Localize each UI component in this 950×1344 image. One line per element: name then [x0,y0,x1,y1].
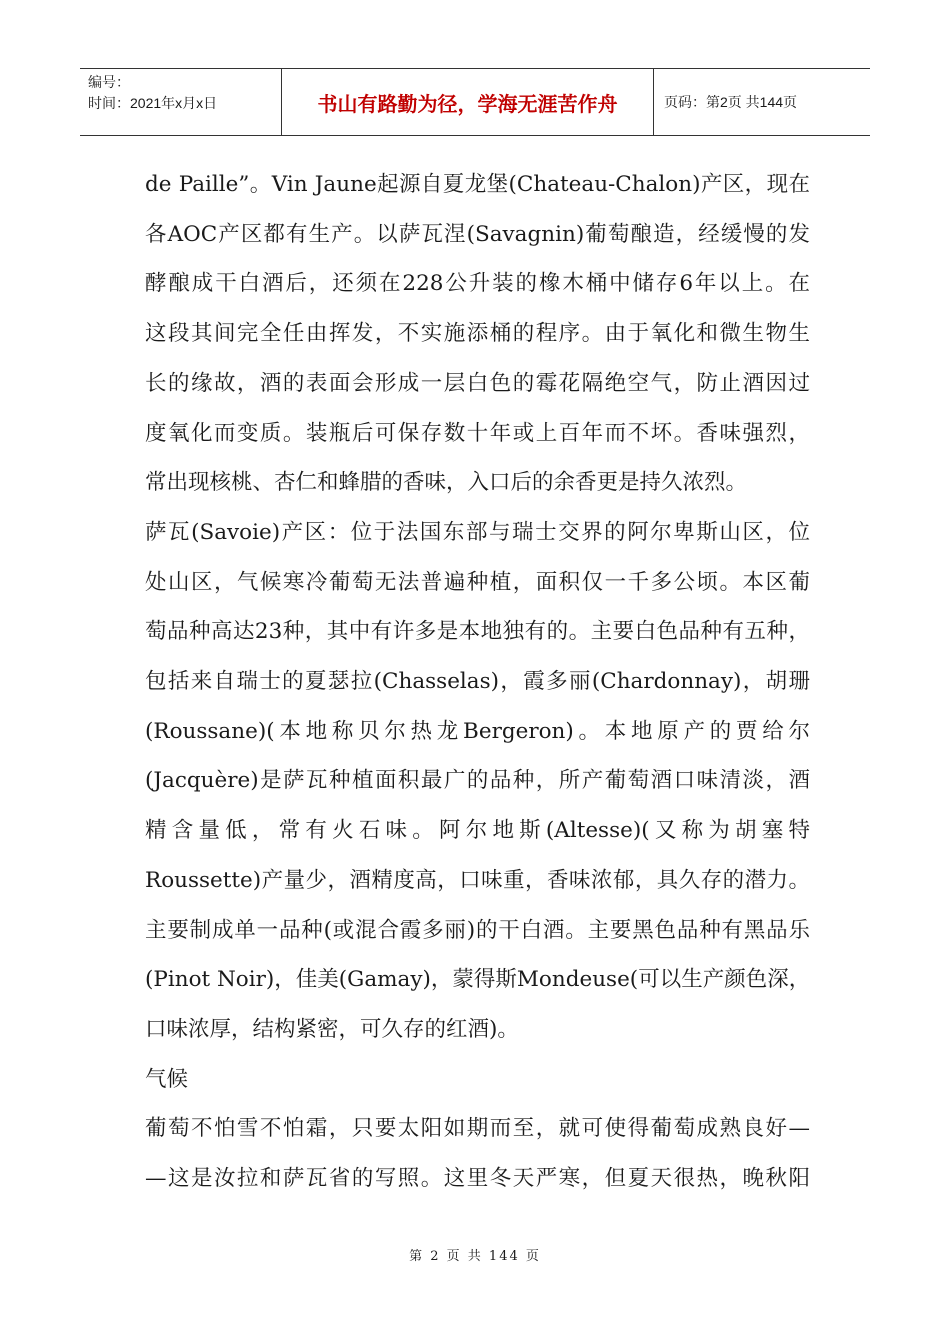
body-line: 精含量低，常有火石味。阿尔地斯(Altesse)(又称为胡塞特 [145,818,810,844]
header-motto: 书山有路勤为径，学海无涯苦作舟 [282,69,654,135]
body-line: 长的缘故，酒的表面会形成一层白色的霉花隔绝空气，防止酒因过 [145,370,810,396]
document-id-label: 编号： [88,74,130,90]
body-line: (Jacquère)是萨瓦种植面积最广的品种，所产葡萄酒口味清淡，酒 [145,768,810,794]
section-heading-climate: 气候 [145,1066,189,1092]
body-line: 度氧化而变质。装瓶后可保存数十年或上百年而不坏。香味强烈， [145,420,810,446]
header-page-info: 页码：第2页 共144页 [664,94,798,110]
body-line: —这是汝拉和萨瓦省的写照。这里冬天严寒，但夏天很热，晚秋阳 [145,1166,810,1192]
body-line: 常出现核桃、杏仁和蜂腊的香味，入口后的余香更是持久浓烈。 [145,470,748,496]
page-header [80,68,870,136]
body-line: 萨瓦(Savoie)产区：位于法国东部与瑞士交界的阿尔卑斯山区，位 [145,519,810,545]
body-line: 萄品种高达23种，其中有许多是本地独有的。主要白色品种有五种， [145,619,810,645]
body-line: 处山区，气候寒冷葡萄无法普遍种植，面积仅一千多公顷。本区葡 [145,569,810,595]
body-line: 这段其间完全任由挥发，不实施添桶的程序。由于氧化和微生物生 [145,321,810,347]
body-line: 各AOC产区都有生产。以萨瓦涅(Savagnin)葡萄酿造，经缓慢的发 [145,221,810,247]
body-line: (Roussane)(本地称贝尔热龙Bergeron)。本地原产的贾给尔 [145,718,810,744]
body-line: de Paille”。Vin Jaune起源自夏龙堡(Chateau-Chalon)产区，现在 [145,172,810,197]
document-body [145,160,810,1204]
body-line: 包括来自瑞士的夏瑟拉(Chasselas)，霞多丽(Chardonnay)，胡珊 [145,669,810,695]
header-meta [80,69,282,135]
page-footer: 第 2 页 共 144 页 [409,1249,541,1264]
body-line: 酵酿成干白酒后，还须在228公升装的橡木桶中储存6年以上。在 [145,271,810,297]
body-line: 葡萄不怕雪不怕霜，只要太阳如期而至，就可使得葡萄成熟良好— [145,1116,810,1142]
body-line: 主要制成单一品种(或混合霞多丽)的干白酒。主要黑色品种有黑品乐 [145,917,810,943]
body-line: Roussette)产量少，酒精度高，口味重，香味浓郁，具久存的潜力。 [145,867,810,893]
body-line: 口味浓厚，结构紧密，可久存的红酒)。 [145,1016,519,1042]
body-line: (Pinot Noir)，佳美(Gamay)，蒙得斯Mondeuse(可以生产颜色深， [145,967,811,993]
document-date: 时间：2021年x月x日 [88,95,218,111]
